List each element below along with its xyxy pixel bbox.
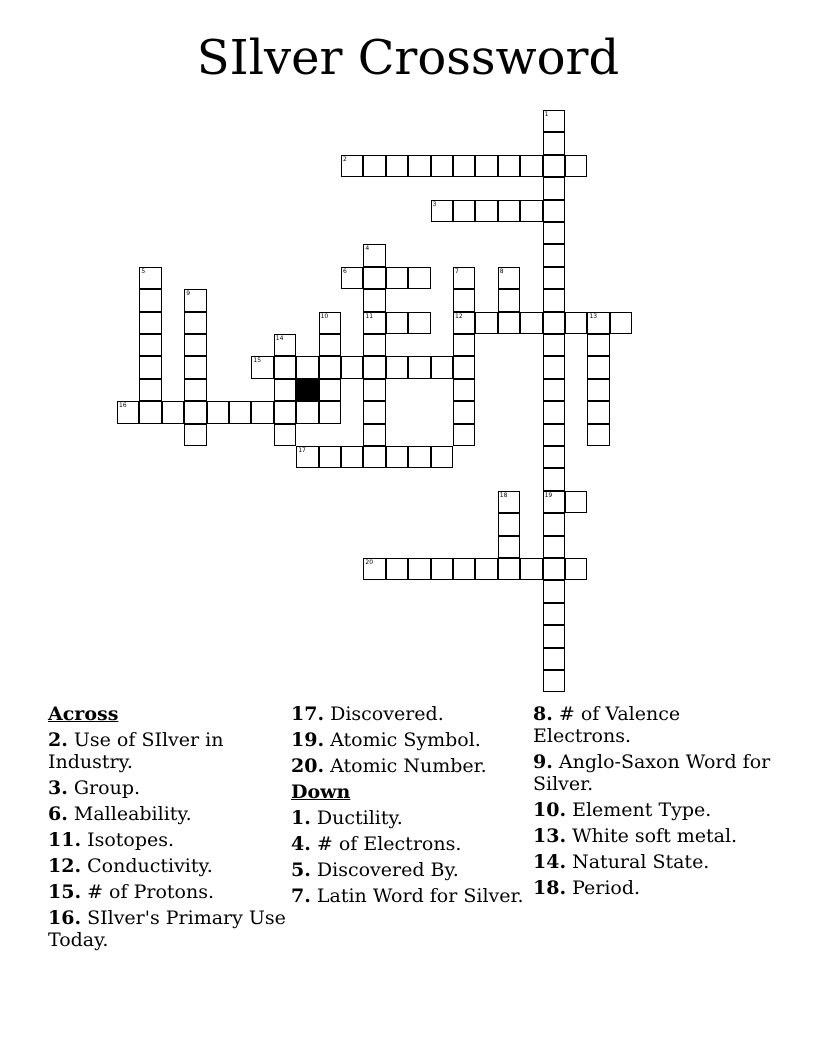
clue-item [291, 859, 536, 881]
grid-cell[interactable] [139, 289, 161, 311]
grid-cell[interactable] [431, 155, 453, 177]
grid-cell[interactable] [184, 379, 206, 401]
grid-cell[interactable] [543, 558, 565, 580]
clue-item [48, 729, 293, 773]
grid-cell[interactable] [319, 312, 341, 334]
clue-number: 4. [291, 833, 311, 855]
grid-cell[interactable] [520, 200, 542, 222]
clue-number: 3. [48, 777, 68, 799]
cell-number: 20 [365, 559, 374, 566]
grid-cell[interactable] [207, 401, 229, 423]
clue-item [48, 777, 293, 799]
clue-text: Atomic Symbol. [324, 729, 481, 751]
clue-text: SIlver's Primary Use Today. [48, 907, 286, 951]
grid-cell[interactable] [117, 401, 139, 423]
grid-cell[interactable] [498, 200, 520, 222]
grid-cell[interactable] [565, 155, 587, 177]
grid-cell[interactable] [475, 558, 497, 580]
grid-cell[interactable] [386, 446, 408, 468]
clue-number: 17. [291, 703, 325, 725]
grid-cell[interactable] [408, 267, 430, 289]
cell-number: 13 [589, 312, 598, 320]
grid-cell[interactable] [498, 491, 520, 513]
grid-cell[interactable] [274, 401, 296, 423]
grid-cell[interactable] [453, 289, 475, 311]
grid-cell[interactable] [520, 558, 542, 580]
grid-cell[interactable] [319, 379, 341, 401]
grid-cell[interactable] [408, 356, 430, 378]
grid-cell[interactable] [363, 558, 385, 580]
cell-number: 19 [544, 491, 553, 499]
grid-cell[interactable] [341, 356, 363, 378]
clue-text: # of Valence Electrons. [533, 703, 681, 747]
clue-number: 1. [291, 807, 311, 829]
grid-cell[interactable] [543, 536, 565, 558]
grid-cell[interactable] [543, 580, 565, 602]
grid-cell[interactable] [498, 155, 520, 177]
grid-cell[interactable] [543, 491, 565, 513]
grid-cell[interactable] [543, 446, 565, 468]
grid-cell[interactable] [543, 401, 565, 423]
grid-cell[interactable] [341, 267, 363, 289]
page-title: SIlver Crossword [196, 30, 620, 86]
clue-text: Isotopes. [81, 829, 175, 851]
clue-item [291, 703, 536, 725]
grid-cell[interactable] [453, 379, 475, 401]
cell-number: 9 [186, 290, 191, 298]
grid-cell[interactable] [363, 312, 385, 334]
grid-cell[interactable] [475, 200, 497, 222]
clue-number: 9. [533, 751, 553, 773]
cell-number: 16 [119, 402, 127, 410]
grid-cell[interactable] [498, 312, 520, 334]
grid-cell[interactable] [543, 200, 565, 222]
clue-number: 8. [533, 703, 553, 725]
cell-number: 6 [343, 267, 347, 275]
grid-cell[interactable] [184, 289, 206, 311]
clue-text: Group. [67, 777, 141, 799]
grid-cell[interactable] [274, 424, 296, 446]
clue-number: 15. [48, 881, 82, 903]
grid-cell[interactable] [543, 267, 565, 289]
cell-number: 8 [499, 267, 504, 275]
grid-cell[interactable] [184, 424, 206, 446]
clue-number: 14. [533, 851, 567, 873]
cell-number: 2 [343, 155, 347, 163]
grid-cell[interactable] [498, 513, 520, 535]
grid-cell[interactable] [587, 424, 609, 446]
clue-item [48, 803, 293, 825]
grid-cell[interactable] [543, 670, 565, 692]
cell-number: 18 [499, 491, 508, 499]
grid-cell[interactable] [251, 401, 273, 423]
grid-cell[interactable] [543, 222, 565, 244]
grid-cell[interactable] [543, 177, 565, 199]
grid-cell[interactable] [363, 446, 385, 468]
clue-text: Malleability. [67, 803, 192, 825]
grid-cell[interactable] [363, 334, 385, 356]
clue-item [291, 833, 536, 855]
grid-cell[interactable] [319, 356, 341, 378]
grid-cell[interactable] [543, 468, 565, 490]
grid-cell[interactable] [565, 558, 587, 580]
clue-text: Use of SIlver in Industry. [48, 729, 224, 773]
cell-number: 15 [253, 357, 262, 365]
clue-number: 11. [48, 829, 82, 851]
grid-cell[interactable] [386, 155, 408, 177]
grid-cell[interactable] [139, 401, 161, 423]
grid-cell[interactable] [543, 334, 565, 356]
grid-cell[interactable] [363, 155, 385, 177]
clue-text: Anglo-Saxon Word for Silver. [533, 751, 771, 795]
cell-number: 14 [275, 335, 284, 342]
cell-number: 5 [141, 267, 146, 275]
cell-number: 10 [320, 312, 329, 320]
grid-cell[interactable] [610, 312, 632, 334]
clue-text: Atomic Number. [324, 755, 487, 777]
clue-text: Natural State. [566, 851, 710, 873]
clue-number: 19. [291, 729, 325, 751]
grid-cell[interactable] [543, 244, 565, 266]
clue-item [48, 881, 293, 903]
grid-cell[interactable] [408, 558, 430, 580]
grid-cell[interactable] [274, 379, 296, 401]
clue-column-2 [291, 703, 536, 911]
grid-cell[interactable] [363, 244, 385, 266]
clue-item [533, 825, 778, 847]
grid-cell[interactable] [543, 155, 565, 177]
grid-cell[interactable] [139, 379, 161, 401]
grid-cell[interactable] [408, 446, 430, 468]
grid-cell[interactable] [520, 155, 542, 177]
grid-cell[interactable] [363, 356, 385, 378]
grid-cell[interactable] [319, 446, 341, 468]
grid-cell[interactable] [363, 267, 385, 289]
clue-number: 6. [48, 803, 68, 825]
cell-number: 17 [298, 447, 306, 454]
grid-cell[interactable] [363, 289, 385, 311]
clue-item [291, 807, 536, 829]
grid-cell[interactable] [453, 424, 475, 446]
clue-text: Discovered. [324, 703, 444, 725]
clue-item [291, 885, 536, 907]
grid-cell[interactable] [543, 356, 565, 378]
grid-cell[interactable] [543, 648, 565, 670]
cell-number: 3 [432, 200, 437, 208]
grid-cell[interactable] [274, 356, 296, 378]
clue-column-3 [533, 703, 778, 903]
clue-item [533, 703, 778, 747]
grid-cell[interactable] [319, 334, 341, 356]
grid-cell[interactable] [319, 401, 341, 423]
clue-number: 16. [48, 907, 82, 929]
clue-number: 13. [533, 825, 567, 847]
grid-cell[interactable] [431, 356, 453, 378]
grid-cell[interactable] [587, 356, 609, 378]
clue-text: Element Type. [566, 799, 712, 821]
grid-cell[interactable] [386, 312, 408, 334]
grid-cell[interactable] [184, 334, 206, 356]
grid-cell[interactable] [139, 312, 161, 334]
cell-number: 7 [455, 267, 459, 275]
grid-cell[interactable] [498, 558, 520, 580]
clue-text: Latin Word for Silver. [310, 885, 524, 907]
grid-cell[interactable] [453, 312, 475, 334]
clue-item [48, 855, 293, 877]
grid-cell[interactable] [543, 603, 565, 625]
grid-cell[interactable] [363, 401, 385, 423]
grid-cell[interactable] [139, 334, 161, 356]
grid-cell[interactable] [543, 289, 565, 311]
cell-number: 12 [455, 312, 463, 320]
grid-cell[interactable] [431, 446, 453, 468]
clue-text: Conductivity. [81, 855, 213, 877]
clue-item [533, 877, 778, 899]
clue-header-across: Across [48, 703, 119, 725]
grid-cell[interactable] [520, 312, 542, 334]
grid-cell[interactable] [565, 312, 587, 334]
clue-number: 20. [291, 755, 325, 777]
grid-cell[interactable] [363, 424, 385, 446]
grid-cell[interactable] [386, 267, 408, 289]
clue-number: 12. [48, 855, 82, 877]
clue-item [48, 829, 293, 851]
grid-cell[interactable] [453, 401, 475, 423]
grid-cell[interactable] [587, 334, 609, 356]
grid-cell[interactable] [386, 558, 408, 580]
grid-cell[interactable] [453, 155, 475, 177]
clue-text: White soft metal. [566, 825, 738, 847]
grid-cell[interactable] [475, 155, 497, 177]
grid-cell[interactable] [498, 536, 520, 558]
grid-cell[interactable] [363, 379, 385, 401]
grid-cell[interactable] [139, 267, 161, 289]
clue-text: Period. [566, 877, 641, 899]
grid-cell[interactable] [543, 625, 565, 647]
grid-cell[interactable] [453, 558, 475, 580]
clue-text: # of Electrons. [310, 833, 462, 855]
grid-cell[interactable] [184, 401, 206, 423]
clue-item [533, 799, 778, 821]
grid-cell[interactable] [453, 356, 475, 378]
clue-column-1 [48, 703, 293, 955]
grid-cell[interactable] [498, 267, 520, 289]
clue-number: 18. [533, 877, 567, 899]
grid-cell[interactable] [408, 155, 430, 177]
grid-cell[interactable] [162, 401, 184, 423]
grid-cell[interactable] [543, 110, 565, 132]
grid-cell[interactable] [274, 334, 296, 356]
grid-cell[interactable] [251, 356, 273, 378]
grid-cell[interactable] [587, 401, 609, 423]
grid-cell[interactable] [341, 155, 363, 177]
grid-cell[interactable] [386, 356, 408, 378]
grid-cell[interactable] [587, 379, 609, 401]
grid-cell[interactable] [431, 200, 453, 222]
grid-cell[interactable] [565, 491, 587, 513]
grid-cell[interactable] [296, 401, 318, 423]
clue-text: Discovered By. [310, 859, 459, 881]
clue-item [533, 751, 778, 795]
clue-item [533, 851, 778, 873]
clue-text: # of Protons. [81, 881, 214, 903]
grid-cell[interactable] [296, 356, 318, 378]
clue-number: 7. [291, 885, 311, 907]
grid-cell[interactable] [543, 424, 565, 446]
grid-cell[interactable] [408, 312, 430, 334]
grid-cell[interactable] [453, 200, 475, 222]
grid-cell[interactable] [498, 289, 520, 311]
grid-cell[interactable] [543, 513, 565, 535]
grid-cell[interactable] [296, 446, 318, 468]
clue-number: 2. [48, 729, 68, 751]
cell-number: 11 [365, 312, 374, 320]
grid-cell[interactable] [341, 446, 363, 468]
clue-number: 5. [291, 859, 311, 881]
grid-cell[interactable] [453, 334, 475, 356]
clue-item [291, 729, 536, 751]
grid-cell[interactable] [475, 312, 497, 334]
grid-cell[interactable] [543, 379, 565, 401]
black-cell [296, 379, 318, 401]
grid-cell[interactable] [543, 132, 565, 154]
cell-number: 4 [365, 245, 370, 253]
clue-item [48, 907, 293, 951]
grid-cell[interactable] [431, 558, 453, 580]
clue-number: 10. [533, 799, 567, 821]
grid-cell[interactable] [184, 312, 206, 334]
grid-cell[interactable] [229, 401, 251, 423]
clue-item [291, 755, 536, 777]
cell-number: 1 [544, 111, 549, 118]
clue-text: Ductility. [310, 807, 403, 829]
grid-cell[interactable] [139, 356, 161, 378]
grid-cell[interactable] [453, 267, 475, 289]
grid-cell[interactable] [543, 312, 565, 334]
grid-cell[interactable] [587, 312, 609, 334]
grid-cell[interactable] [184, 356, 206, 378]
clue-header-down: Down [291, 781, 351, 803]
